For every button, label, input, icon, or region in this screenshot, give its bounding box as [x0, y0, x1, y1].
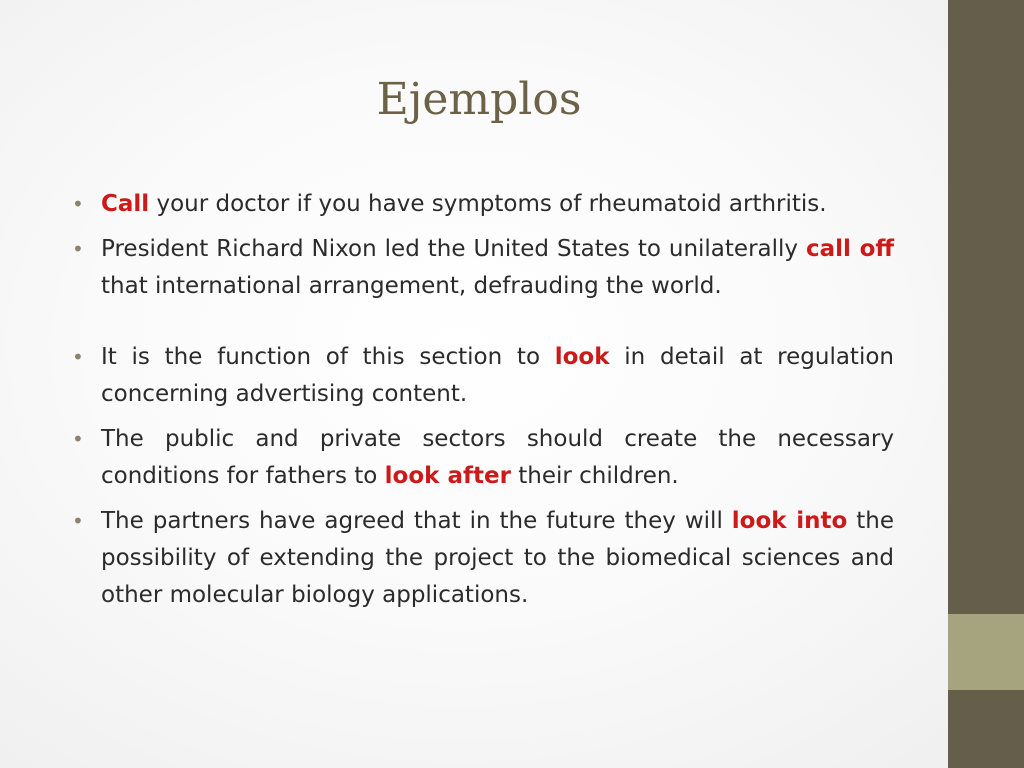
bullet-text: in detail at regulation concerning advertising content.	[101, 344, 894, 407]
slide-title: Ejemplos	[376, 74, 582, 125]
highlighted-phrase: look into	[731, 508, 848, 534]
bullet-text: The public and private sectors should create the necessary conditions for fathers to	[101, 426, 894, 489]
bullet-item	[101, 503, 894, 614]
highlighted-phrase: look after	[384, 463, 511, 489]
bullet-text: your doctor if you have symptoms of rheumatoid arthritis.	[149, 191, 827, 217]
bullet-text: the possibility of extending the project to the biomedical sciences and other molecular biology applications.	[101, 508, 894, 608]
bullet-text: their children.	[510, 463, 679, 489]
decorative-sidebar-accent	[948, 614, 1024, 690]
bullet-text: It is the function of this section to	[101, 344, 555, 370]
highlighted-phrase: look	[554, 344, 610, 370]
bullet-list	[101, 186, 894, 622]
highlighted-phrase: Call	[101, 191, 150, 217]
bullet-item	[101, 339, 894, 413]
bullet-item	[101, 231, 894, 305]
bullet-text: The partners have agreed that in the future they will	[101, 508, 732, 534]
highlighted-phrase: call off	[805, 236, 894, 262]
bullet-item	[101, 186, 894, 223]
bullet-text: President Richard Nixon led the United States to unilaterally	[101, 236, 806, 262]
bullet-text: that international arrangement, defrauding the world.	[101, 273, 722, 299]
bullet-item	[101, 421, 894, 495]
